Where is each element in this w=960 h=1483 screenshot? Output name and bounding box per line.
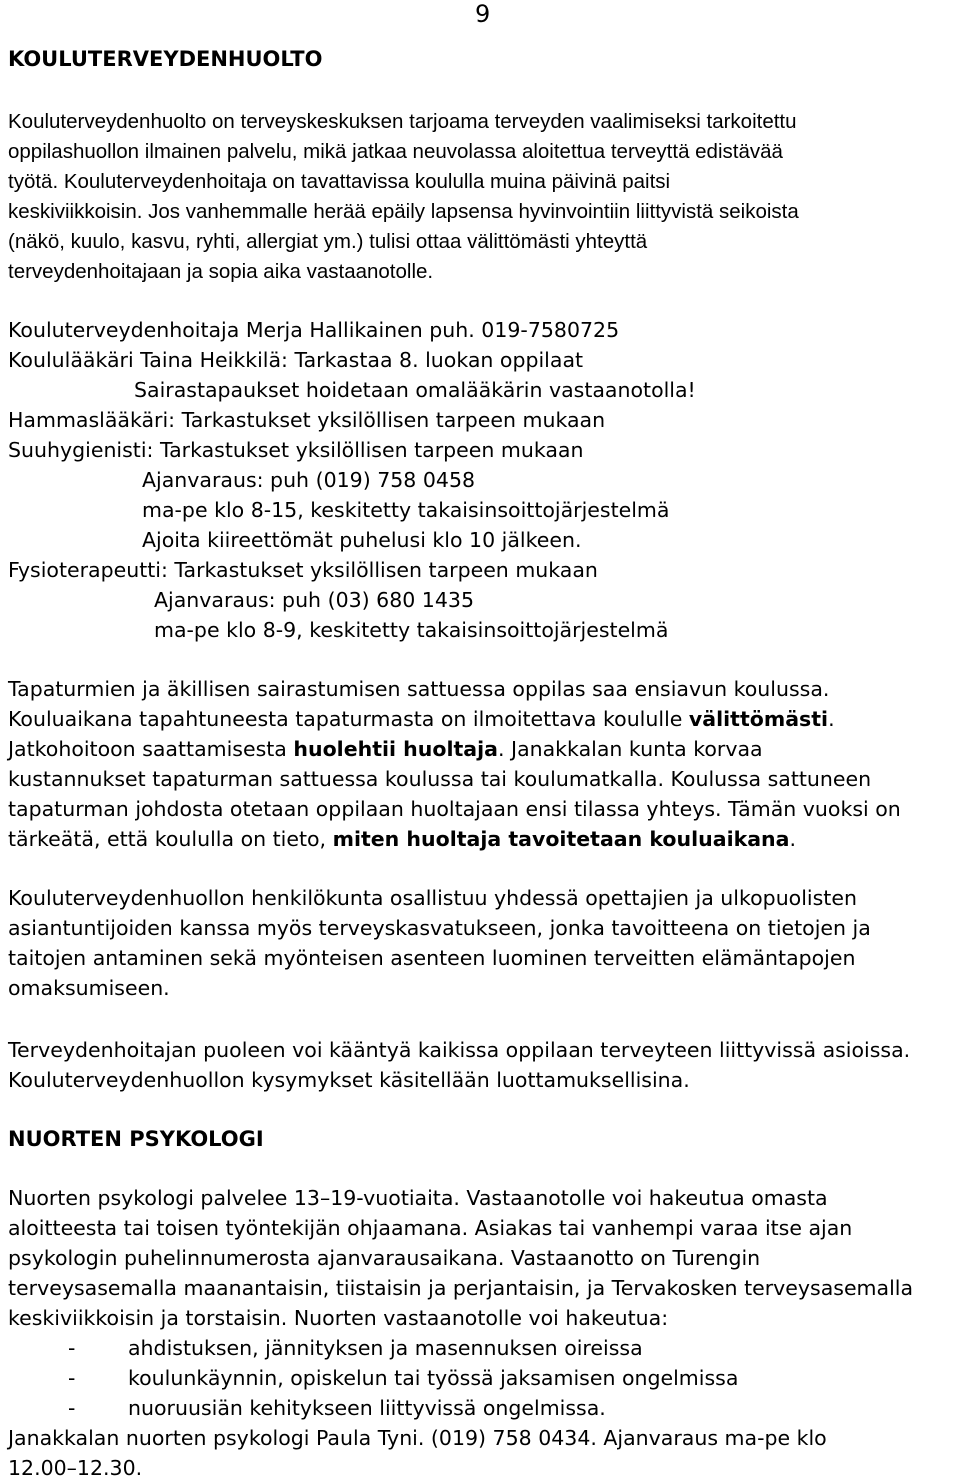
emphasis-text: välittömästi bbox=[688, 707, 829, 731]
contacts-block bbox=[8, 315, 960, 645]
contact-line: Ajanvaraus: puh (019) 758 0458 bbox=[142, 468, 476, 492]
list-item-text: ahdistuksen, jännityksen ja masennuksen oireissa bbox=[128, 1336, 643, 1360]
list-item-text: koulunkäynnin, opiskelun tai työssä jaksamisen ongelmissa bbox=[128, 1366, 739, 1390]
staff-line: taitojen antaminen sekä myönteisen asenteen luominen terveitten elämäntapojen bbox=[8, 946, 856, 970]
confidential-line: Kouluterveydenhuollon kysymykset käsitellään luottamuksellisina. bbox=[8, 1068, 690, 1092]
psychologist-line: aloitteesta tai toisen työntekijän ohjaamana. Asiakas tai vanhempi varaa itse ajan bbox=[8, 1216, 853, 1240]
intro-line: terveydenhoitajaan ja sopia aika vastaanotolle. bbox=[8, 260, 434, 283]
bullet-dash: - bbox=[68, 1396, 76, 1420]
contact-line: Kouluterveydenhoitaja Merja Hallikainen puh. 019-7580725 bbox=[8, 318, 620, 342]
accident-line: kustannukset tapaturman sattuessa koulussa tai koulumatkalla. Koulussa sattuneen bbox=[8, 767, 872, 791]
section-heading-nuorten-psykologi: NUORTEN PSYKOLOGI bbox=[8, 1127, 264, 1151]
accident-line: Tapaturmien ja äkillisen sairastumisen sattuessa oppilas saa ensiavun koulussa. bbox=[8, 677, 830, 701]
contact-line: Hammaslääkäri: Tarkastukset yksilöllisen tarpeen mukaan bbox=[8, 408, 606, 432]
intro-line: Kouluterveydenhuolto on terveyskeskuksen tarjoama terveyden vaalimiseksi tarkoitettu bbox=[8, 110, 797, 133]
accident-line: tärkeätä, että koululla on tieto, miten huoltaja tavoitetaan kouluaikana. bbox=[8, 827, 797, 851]
psychologist-line: Nuorten psykologi palvelee 13–19-vuotiaita. Vastaanotolle voi hakeutua omasta bbox=[8, 1186, 828, 1210]
page-number: 9 bbox=[475, 0, 491, 28]
intro-line: (näkö, kuulo, kasvu, ryhti, allergiat ym.) tulisi ottaa välittömästi yhteyttä bbox=[8, 230, 648, 253]
intro-paragraph bbox=[8, 107, 960, 287]
staff-paragraph bbox=[8, 883, 960, 1003]
contact-line: Fysioterapeutti: Tarkastukset yksilöllisen tarpeen mukaan bbox=[8, 558, 598, 582]
list-item-text: nuoruusiän kehitykseen liittyvissä ongelmissa. bbox=[128, 1396, 606, 1420]
emphasis-text: miten huoltaja tavoitetaan kouluaikana bbox=[332, 827, 790, 851]
contact-line: Koululääkäri Taina Heikkilä: Tarkastaa 8. luokan oppilaat bbox=[8, 348, 584, 372]
staff-line: Kouluterveydenhuollon henkilökunta osallistuu yhdessä opettajien ja ulkopuolisten bbox=[8, 886, 857, 910]
bullet-dash: - bbox=[68, 1366, 76, 1390]
accident-line: tapaturman johdosta otetaan oppilaan huoltajaan ensi tilassa yhteys. Tämän vuoksi on bbox=[8, 797, 901, 821]
contact-line: ma-pe klo 8-15, keskitetty takaisinsoittojärjestelmä bbox=[142, 498, 670, 522]
confidential-line: Terveydenhoitajan puoleen voi kääntyä kaikissa oppilaan terveyteen liittyvissä asioissa. bbox=[8, 1038, 911, 1062]
bullet-dash: - bbox=[68, 1336, 76, 1360]
staff-line: omaksumiseen. bbox=[8, 976, 170, 1000]
psychologist-line: psykologin puhelinnumerosta ajanvarausaikana. Vastaanotto on Turengin bbox=[8, 1246, 761, 1270]
intro-line: oppilashuollon ilmainen palvelu, mikä jatkaa neuvolassa aloitettua terveyttä edistävää bbox=[8, 140, 783, 163]
list-item bbox=[8, 1363, 960, 1393]
accident-paragraph bbox=[8, 674, 960, 854]
staff-line: asiantuntijoiden kanssa myös terveyskasvatukseen, jonka tavoitteena on tietojen ja bbox=[8, 916, 871, 940]
contact-line: Suuhygienisti: Tarkastukset yksilöllisen tarpeen mukaan bbox=[8, 438, 584, 462]
psychologist-line: terveysasemalla maanantaisin, tiistaisin ja perjantaisin, ja Tervakosken terveysasemalla bbox=[8, 1276, 914, 1300]
contact-line: ma-pe klo 8-9, keskitetty takaisinsoittojärjestelmä bbox=[154, 618, 669, 642]
contact-line: Ajanvaraus: puh (03) 680 1435 bbox=[154, 588, 474, 612]
intro-line: keskiviikkoisin. Jos vanhemmalle herää epäily lapsensa hyvinvointiin liittyvistä seikoista bbox=[8, 200, 799, 223]
psychologist-contact-line: 12.00–12.30. bbox=[8, 1456, 143, 1480]
section-heading-kouluterveydenhuolto: KOULUTERVEYDENHUOLTO bbox=[8, 47, 323, 71]
list-item bbox=[8, 1393, 960, 1423]
emphasis-text: huolehtii huoltaja bbox=[293, 737, 498, 761]
contact-line: Sairastapaukset hoidetaan omalääkärin vastaanotolla! bbox=[134, 378, 696, 402]
psychologist-line: keskiviikkoisin ja torstaisin. Nuorten vastaanotolle voi hakeutua: bbox=[8, 1306, 669, 1330]
list-item bbox=[8, 1333, 960, 1363]
accident-line: Kouluaikana tapahtuneesta tapaturmasta on ilmoitettava koululle välittömästi. bbox=[8, 707, 835, 731]
accident-line: Jatkohoitoon saattamisesta huolehtii huoltaja. Janakkalan kunta korvaa bbox=[8, 737, 763, 761]
confidential-paragraph bbox=[8, 1035, 960, 1095]
contact-line: Ajoita kiireettömät puhelusi klo 10 jälkeen. bbox=[142, 528, 582, 552]
psychologist-paragraph bbox=[8, 1183, 960, 1483]
intro-line: työtä. Kouluterveydenhoitaja on tavattavissa koululla muina päivinä paitsi bbox=[8, 170, 671, 193]
psychologist-contact-line: Janakkalan nuorten psykologi Paula Tyni. (019) 758 0434. Ajanvaraus ma-pe klo bbox=[8, 1426, 827, 1450]
